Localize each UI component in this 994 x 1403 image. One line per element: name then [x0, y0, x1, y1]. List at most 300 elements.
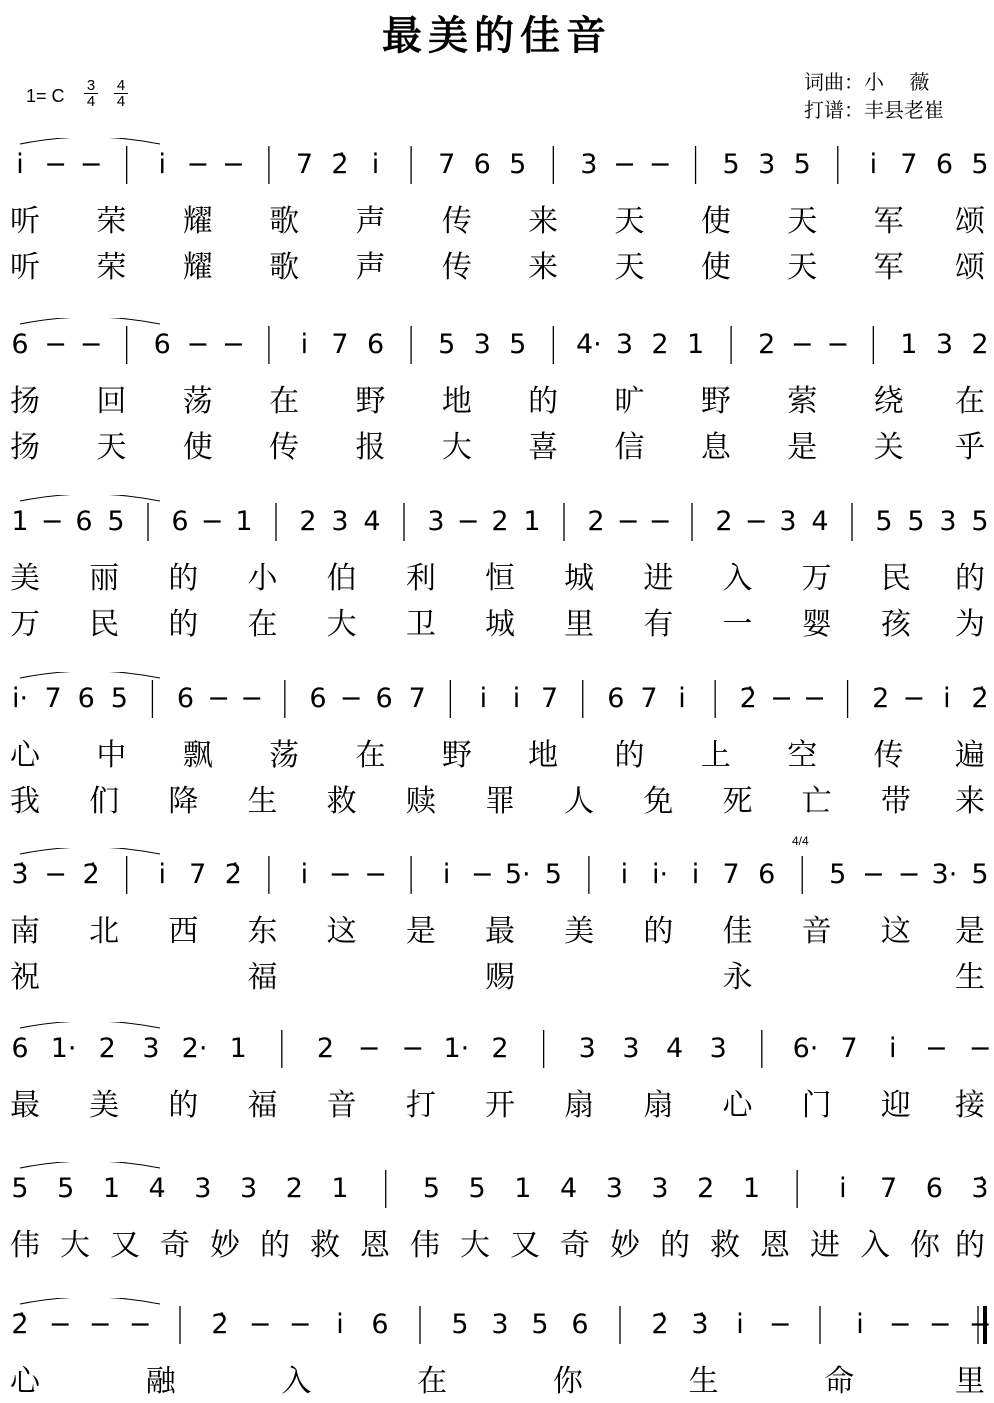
lyric-syllable: 佳	[722, 914, 753, 949]
lyric-syllable: 生	[688, 1364, 719, 1399]
lyric-syllable: 为	[955, 607, 985, 642]
note: 3̇	[11, 859, 29, 890]
lyric-syllable: 军	[873, 250, 904, 285]
lyric-line-2	[0, 782, 994, 822]
lyric-syllable: 民	[880, 561, 911, 596]
dash-extension: −	[862, 859, 885, 890]
note: 7	[44, 683, 62, 714]
note: 5	[509, 329, 527, 360]
lyric-syllable: 孩	[880, 607, 911, 642]
note: 5	[907, 506, 925, 537]
dash-extension: −	[364, 859, 387, 890]
lyric-line-1	[0, 559, 994, 599]
notation-marks	[0, 138, 994, 198]
dash-extension: −	[339, 683, 363, 714]
note: 2	[491, 506, 509, 537]
lyric-syllable: 入	[281, 1364, 312, 1399]
dash-extension: −	[79, 149, 103, 180]
lyric-syllable: 地	[528, 738, 559, 773]
dash-extension: −	[222, 149, 245, 180]
lyric-syllable: 扇	[643, 1088, 674, 1123]
slur	[20, 1162, 160, 1168]
lyric-syllable: 信	[614, 430, 645, 465]
lyric-syllable: 听	[10, 204, 40, 239]
note: i̇	[869, 149, 878, 180]
lyric-syllable: 又	[110, 1228, 140, 1263]
lyric-syllable: 开	[485, 1088, 515, 1123]
lyric-syllable: 是	[955, 914, 985, 949]
lyric-syllable: 音	[326, 1088, 357, 1123]
lyric-syllable: 祝	[10, 960, 40, 995]
note: i̇	[512, 683, 521, 714]
dash-extension: −	[186, 329, 210, 360]
note: 1	[523, 506, 541, 537]
note: 3	[939, 506, 957, 537]
note: 7	[541, 683, 559, 714]
lyric-syllable: 一	[722, 607, 753, 642]
note: 1	[686, 329, 705, 360]
lyric-syllable: 天	[787, 204, 818, 239]
dash-extension: −	[648, 506, 672, 537]
lyric-syllable: 生	[247, 784, 278, 819]
lyric-syllable: 最	[485, 914, 515, 949]
note: 5	[57, 1173, 75, 1204]
lyric-syllable: 救	[310, 1228, 340, 1263]
lyric-syllable: 使	[182, 430, 213, 465]
notation-marks	[0, 672, 994, 732]
note: 7	[722, 859, 740, 890]
lyric-syllable: 听	[10, 250, 40, 285]
lyric-syllable: 有	[643, 607, 674, 642]
slur	[20, 318, 160, 324]
notation-line	[0, 1162, 994, 1212]
lyric-syllable: 里	[955, 1364, 985, 1399]
notation-marks	[0, 318, 994, 378]
notation-line	[0, 1022, 994, 1072]
note: 5	[422, 1173, 441, 1204]
lyric-syllable: 中	[96, 738, 127, 773]
lyric-syllable: 带	[880, 784, 911, 819]
note: 4	[559, 1173, 578, 1204]
note: 3	[580, 149, 598, 180]
slur	[20, 848, 160, 854]
lyric-syllable: 来	[955, 784, 985, 819]
lyric-syllable: 伟	[410, 1228, 440, 1263]
note: 3	[779, 506, 797, 537]
lyric-syllable: 天	[96, 430, 127, 465]
lyric-line-2	[0, 428, 994, 468]
lyric-syllable: 小	[247, 561, 278, 596]
note: i̇·	[651, 859, 669, 890]
lyric-syllable: 在	[955, 384, 985, 419]
dash-extension: −	[968, 1033, 992, 1064]
dash-extension: −	[648, 149, 672, 180]
note: i̇	[371, 149, 380, 180]
note: 6	[571, 1309, 589, 1340]
lyric-syllable: 融	[145, 1364, 176, 1399]
lyric-syllable: 这	[880, 914, 911, 949]
dash-extension: −	[288, 1309, 312, 1340]
lyric-line-2	[0, 605, 994, 645]
notation-line	[0, 1298, 994, 1348]
note: 5	[468, 1173, 486, 1204]
slur	[20, 138, 160, 144]
note: 3	[473, 329, 491, 360]
lyric-syllable: 的	[660, 1228, 690, 1263]
lyric-syllable: 你	[910, 1228, 940, 1263]
lyric-syllable: 来	[528, 250, 559, 285]
lyric-syllable: 声	[355, 250, 386, 285]
note: 5	[722, 149, 740, 180]
lyric-syllable: 北	[89, 914, 120, 949]
lyric-syllable: 空	[787, 738, 818, 773]
lyric-syllable: 美	[89, 1088, 120, 1123]
note: 1	[900, 329, 918, 360]
note: 1	[514, 1173, 532, 1204]
lyric-syllable: 上	[700, 738, 731, 773]
lyric-syllable: 乎	[955, 430, 985, 465]
lyric-syllable: 在	[355, 738, 386, 773]
lyric-syllable: 降	[168, 784, 199, 819]
note: 6·	[792, 1033, 819, 1064]
note: 3̇	[971, 1173, 989, 1204]
lyric-syllable: 你	[552, 1364, 583, 1399]
note: 2̇	[651, 1309, 669, 1340]
notation-line	[0, 495, 994, 545]
dash-extension: −	[328, 859, 352, 890]
dash-extension: −	[902, 683, 926, 714]
lyric-line-1	[0, 1226, 994, 1266]
note: 1	[742, 1173, 761, 1204]
lyric-syllable: 的	[168, 607, 199, 642]
dash-extension: −	[44, 329, 67, 360]
lyric-syllable: 荡	[269, 738, 300, 773]
lyric-syllable: 喜	[528, 430, 559, 465]
note: 2̇	[739, 683, 757, 714]
note: i̇	[620, 859, 629, 890]
note: 2	[651, 329, 669, 360]
dash-extension: −	[248, 1309, 272, 1340]
note: 6	[925, 1173, 943, 1204]
lyric-syllable: 天	[614, 204, 645, 239]
slur	[20, 1022, 160, 1028]
note: 2	[98, 1033, 116, 1064]
lyric-syllable: 入	[722, 561, 753, 596]
lyric-syllable: 大	[326, 607, 357, 642]
lyric-syllable: 美	[10, 561, 40, 596]
note: 7	[879, 1173, 898, 1204]
note: 6	[153, 329, 171, 360]
dash-extension: −	[768, 1309, 792, 1340]
note: 2̇	[11, 1309, 29, 1340]
dash-extension: −	[744, 506, 768, 537]
lyric-syllable: 耀	[182, 204, 213, 239]
lyric-syllable: 关	[873, 430, 904, 465]
lyric-syllable: 传	[873, 738, 904, 773]
lyric-syllable: 城	[485, 607, 515, 642]
lyric-syllable: 野	[700, 384, 731, 419]
note: i̇	[943, 683, 951, 714]
lyric-syllable: 歌	[269, 204, 300, 239]
lyric-syllable: 亡	[801, 784, 832, 819]
lyric-syllable: 大	[60, 1228, 90, 1263]
lyric-syllable: 妙	[210, 1228, 240, 1263]
lyric-syllable: 里	[564, 607, 595, 642]
note: 3	[622, 1033, 640, 1064]
lyric-syllable: 歌	[269, 250, 300, 285]
note: i̇	[158, 149, 166, 180]
dash-extension: −	[928, 1309, 952, 1340]
lyric-syllable: 声	[355, 204, 386, 239]
note: 2	[587, 506, 605, 537]
notation-marks	[0, 1298, 994, 1358]
dash-extension: −	[88, 1309, 112, 1340]
lyric-syllable: 野	[355, 384, 386, 419]
note: 3	[491, 1309, 509, 1340]
note: 4	[665, 1033, 684, 1064]
note: 6	[758, 859, 776, 890]
note: i̇	[158, 859, 166, 890]
dash-extension: −	[357, 1033, 381, 1064]
lyric-syllable: 奇	[160, 1228, 190, 1263]
lyric-syllable: 丽	[89, 561, 120, 596]
note: 5	[451, 1309, 469, 1340]
lyric-syllable: 荡	[182, 384, 213, 419]
time-sig-top: 3	[86, 77, 96, 94]
note: i̇	[336, 1309, 344, 1340]
lyric-line-1	[0, 736, 994, 776]
note: 1·	[443, 1033, 470, 1064]
lyric-syllable: 万	[801, 561, 832, 596]
lyric-syllable: 生	[955, 960, 985, 995]
note: 5	[971, 506, 989, 537]
lyric-syllable: 最	[10, 1088, 40, 1123]
lyric-line-2	[0, 958, 994, 998]
note: 6	[607, 683, 625, 714]
note: 4	[148, 1173, 166, 1204]
notation-marks	[0, 1162, 994, 1222]
note: 2	[872, 683, 890, 714]
note: i̇	[442, 859, 451, 890]
dash-extension: −	[968, 1309, 992, 1340]
dash-extension: −	[826, 329, 850, 360]
lyric-syllable: 们	[89, 784, 120, 819]
lyric-syllable: 在	[247, 607, 278, 642]
lyric-syllable: 接	[955, 1088, 985, 1123]
lyric-syllable: 野	[441, 738, 472, 773]
lyric-syllable: 又	[510, 1228, 540, 1263]
key-signature: 1= C	[26, 86, 65, 106]
time-signature-4-4	[114, 78, 128, 109]
lyric-syllable: 是	[787, 430, 818, 465]
lyric-syllable: 使	[700, 250, 731, 285]
song-title: 最美的佳音	[382, 12, 612, 59]
note: 2	[971, 329, 989, 360]
dash-extension: −	[48, 1309, 72, 1340]
note: 6	[77, 683, 95, 714]
note: 1·	[50, 1033, 77, 1064]
time-sig-bottom: 4	[84, 93, 98, 109]
lyric-syllable: 利	[405, 561, 436, 596]
time-signature-3-4	[84, 78, 98, 109]
lyric-syllable: 入	[860, 1228, 890, 1263]
dash-extension: −	[44, 859, 67, 890]
note: 7	[295, 149, 314, 180]
lyric-syllable: 心	[10, 738, 40, 773]
lyric-syllable: 恩	[360, 1228, 390, 1263]
note: 2̇	[211, 1309, 229, 1340]
note: 7	[840, 1033, 858, 1064]
notation-line	[0, 848, 994, 898]
note: 3	[194, 1173, 212, 1204]
lyric-line-1	[0, 912, 994, 952]
note: 1	[235, 506, 253, 537]
lyric-syllable: 永	[722, 960, 753, 995]
note: 2	[316, 1033, 335, 1064]
note: 5	[110, 683, 128, 714]
lyric-syllable: 颂	[955, 204, 985, 239]
note: 3	[758, 149, 776, 180]
note: 6	[309, 683, 327, 714]
note: 7	[408, 683, 426, 714]
lyric-syllable: 西	[168, 914, 199, 949]
lyric-syllable: 天	[787, 250, 818, 285]
note: i̇	[839, 1173, 847, 1204]
lyric-syllable: 万	[10, 607, 40, 642]
note: 5	[875, 506, 893, 537]
lyric-syllable: 城	[564, 561, 595, 596]
lyric-syllable: 南	[10, 914, 40, 949]
lyric-syllable: 进	[643, 561, 674, 596]
note: 2̇	[331, 149, 349, 180]
lyric-syllable: 旷	[614, 384, 645, 419]
note: 3·	[931, 859, 958, 890]
note: 3	[427, 506, 445, 537]
note: i̇·	[11, 683, 29, 714]
note: 3	[709, 1033, 727, 1064]
note: 2̇	[224, 859, 242, 890]
lyric-syllable: 恒	[485, 561, 515, 596]
note: 1	[102, 1173, 121, 1204]
lyric-line-1	[0, 202, 994, 242]
note: 5·	[504, 859, 531, 890]
notation-line	[0, 318, 994, 368]
lyric-syllable: 大	[460, 1228, 490, 1263]
dash-extension: −	[803, 683, 826, 714]
lyric-syllable: 的	[260, 1228, 290, 1263]
notation-marks	[0, 848, 994, 908]
lyric-syllable: 大	[441, 430, 472, 465]
lyric-line-1	[0, 382, 994, 422]
note: 4	[811, 506, 829, 537]
dash-extension: −	[200, 506, 224, 537]
lyric-syllable: 打	[405, 1088, 436, 1123]
note: 2̇	[971, 683, 989, 714]
lyric-syllable: 心	[722, 1088, 753, 1123]
note: 2	[758, 329, 776, 360]
lyric-syllable: 心	[10, 1364, 40, 1399]
dash-extension: −	[770, 683, 793, 714]
note: 4	[363, 506, 381, 537]
lyric-syllable: 的	[643, 914, 674, 949]
note: 7	[189, 859, 207, 890]
lyric-syllable: 回	[96, 384, 127, 419]
note: 7	[438, 149, 456, 180]
notation-marks	[0, 495, 994, 555]
note: 2̇	[82, 859, 100, 890]
lyric-syllable: 伯	[326, 561, 357, 596]
lyric-line-1	[0, 1086, 994, 1126]
lyric-syllable: 人	[564, 784, 595, 819]
lyric-syllable: 萦	[787, 384, 818, 419]
dash-extension: −	[79, 329, 103, 360]
lyric-syllable: 伟	[10, 1228, 40, 1263]
lyric-syllable: 免	[643, 784, 674, 819]
note: 5	[11, 1173, 29, 1204]
dash-extension: −	[616, 506, 640, 537]
note: 2	[715, 506, 733, 537]
dash-extension: −	[456, 506, 480, 537]
dash-extension: −	[613, 149, 636, 180]
note: 5	[509, 149, 527, 180]
lyric-syllable: 扇	[564, 1088, 595, 1123]
lyric-syllable: 命	[824, 1364, 855, 1399]
note: 2·	[181, 1033, 208, 1064]
lyric-syllable: 的	[955, 1228, 985, 1263]
note: 5	[544, 859, 562, 890]
lyric-syllable: 使	[700, 204, 731, 239]
note: 3	[615, 329, 634, 360]
lyric-syllable: 的	[955, 561, 985, 596]
note: i̇	[888, 1033, 897, 1064]
note: 3	[331, 506, 349, 537]
note: 5	[107, 506, 125, 537]
note: 7	[640, 683, 658, 714]
lyric-syllable: 死	[722, 784, 753, 819]
lyric-syllable: 耀	[182, 250, 213, 285]
note: i̇	[16, 149, 24, 180]
dash-extension: −	[128, 1309, 152, 1340]
lyric-syllable: 福	[247, 1088, 278, 1123]
lyric-syllable: 地	[441, 384, 472, 419]
lyric-syllable: 报	[355, 430, 386, 465]
note: 6	[473, 149, 491, 180]
note: 2	[697, 1173, 715, 1204]
time-sig-bottom: 4	[114, 93, 128, 109]
note: 2	[285, 1173, 303, 1204]
lyric-line-1	[0, 1362, 994, 1402]
lyric-syllable: 的	[528, 384, 559, 419]
lyric-syllable: 荣	[96, 250, 127, 285]
slur	[20, 1298, 160, 1304]
note: i̇	[300, 329, 309, 360]
lyric-syllable: 赐	[485, 960, 515, 995]
time-sig-top: 4	[116, 77, 126, 94]
note: 5	[971, 859, 989, 890]
lyric-syllable: 赎	[405, 784, 436, 819]
note: 3	[239, 1173, 258, 1204]
lyric-syllable: 我	[10, 784, 40, 819]
lyric-syllable: 进	[810, 1228, 840, 1263]
note: i̇	[736, 1309, 744, 1340]
dash-extension: −	[44, 149, 67, 180]
note: 4·	[575, 329, 602, 360]
lyric-syllable: 传	[441, 204, 472, 239]
lyric-syllable: 传	[269, 430, 300, 465]
note: 6	[935, 149, 954, 180]
lyric-syllable: 门	[801, 1088, 832, 1123]
dash-extension: −	[790, 329, 814, 360]
